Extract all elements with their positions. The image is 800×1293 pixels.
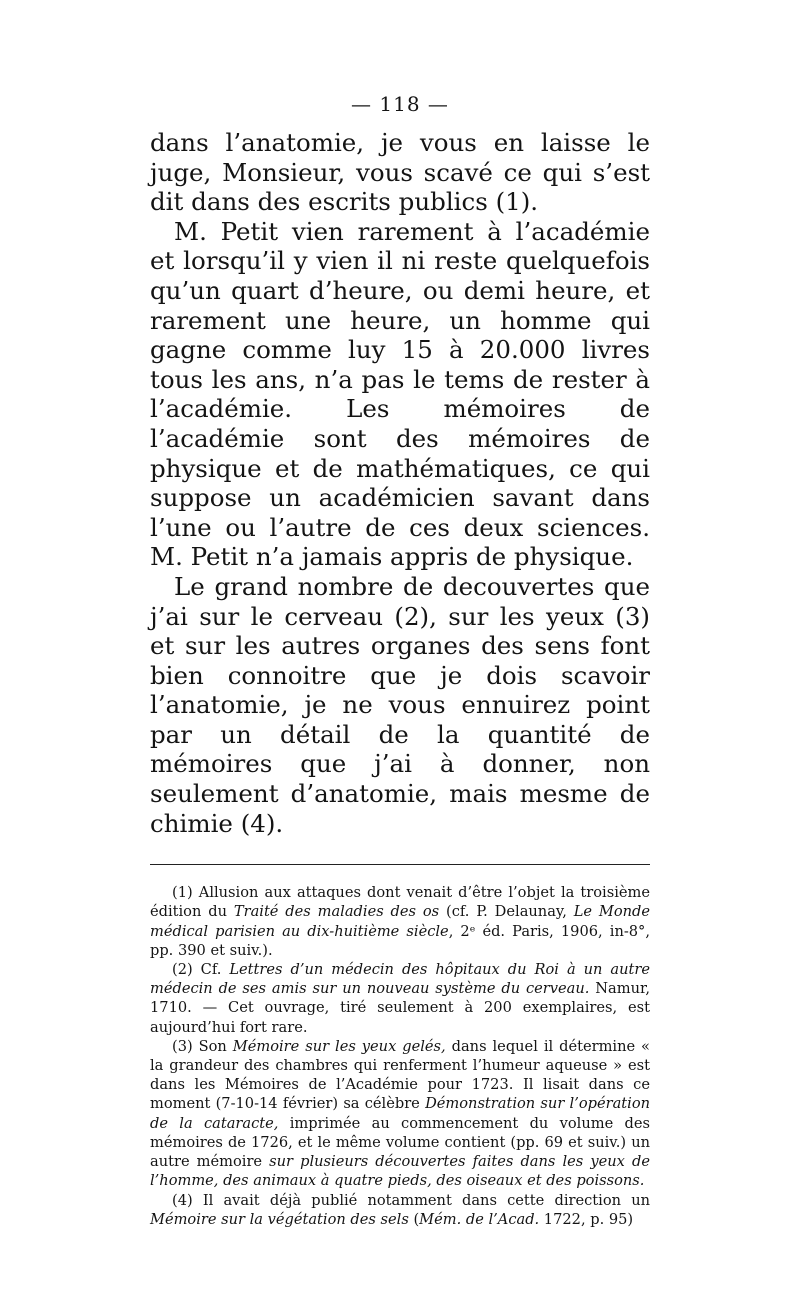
body-paragraph-2: M. Petit vien rarement à l’académie et lorsqu’il y vien il ni reste quelquefois qu’un quart d’heure, ou demi heure, et rarement une heure, un homme qui gagne comme luy 15 à 20.000 livres tous les ans, n’a pas le tems de rester à l’académie. Les mémoires de l’académie sont des mémoires de physique et de mathématiques, ce qui suppose un académicien savant dans l’une ou l’autre de ces deux sciences. M. Petit n’a jamais appris de physique. <box>150 216 650 572</box>
footnote-1: (1) Allusion aux attaques dont venait d’être l’objet la troisième édition du Traité des maladies des os (cf. P. Delaunay, Le Monde médical parisien au dix-huitième siècle, 2ᵉ éd. Paris, 1906, in-8°, pp. 390 et suiv.). <box>150 884 651 959</box>
footnote-2: (2) Cf. Lettres d’un médecin des hôpitaux du Roi à un autre médecin de ses amis sur un nouveau système du cerveau. Namur, 1710. — Cet ouvrage, tiré seulement à 200 exemplaires, est aujourd’hui fort rare. <box>150 961 650 1036</box>
body-paragraph-1: dans l’anatomie, je vous en laisse le juge, Monsieur, vous scavé ce qui s’est dit dans des escrits publics (1). <box>150 128 650 217</box>
footnote-divider <box>150 864 650 865</box>
footnotes <box>150 883 650 1229</box>
body-paragraph-3: Le grand nombre de decouvertes que j’ai sur le cerveau (2), sur les yeux (3) et sur les autres organes des sens font bien connoitre que je dois scavoir l’anatomie, je ne vous ennuirez point par un détail de la quantité de mémoires que j’ai à donner, non seulement d’anatomie, mais mesme de chimie (4). <box>150 571 650 838</box>
footnote-3: (3) Son Mémoire sur les yeux gelés, dans lequel il détermine « la grandeur des chambres qui renferment l’humeur aqueuse » est dans les Mémoires de l’Académie pour 1723. Il lisait dans ce moment (7-10-14 février) sa célèbre Démonstration sur l’opération de la cataracte, imprimée au commencement du volume des mémoires de 1726, et le même volume contient (pp. 69 et suiv.) un autre mémoire sur plusieurs découvertes faites dans les yeux de l’homme, des animaux à quatre pieds, des oiseaux et des poissons. <box>150 1037 651 1190</box>
footnote-4: (4) Il avait déjà publié notamment dans cette direction un Mémoire sur la végétation des sels (Mém. de l’Acad. 1722, p. 95) <box>150 1191 650 1228</box>
body-text <box>150 128 650 838</box>
page-number: — 118 — <box>351 92 449 116</box>
document-page <box>150 92 650 1229</box>
